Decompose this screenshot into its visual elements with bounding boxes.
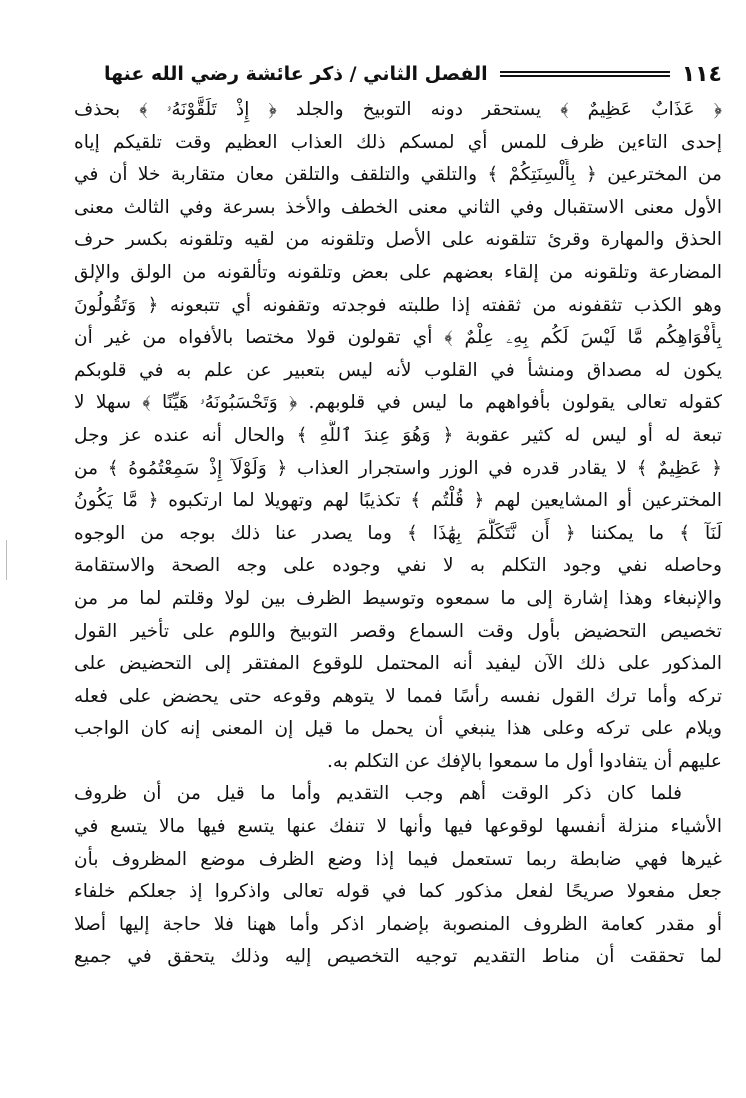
text-line: من المخترعين ﴿ بِأَلْسِنَتِكُمْ ﴾ والتلقي والتلقف والتلقن معان متقاربة خلا أن في — [74, 164, 722, 186]
running-head — [74, 56, 722, 92]
chapter-title: الفصل الثاني / ذكر عائشة رضي الله عنها — [103, 63, 488, 85]
text-line: لما تحققت أن مناط التقديم توجيه التخصيص إليه وذلك يتحقق في جميع — [74, 946, 722, 968]
text-line: تركه وأما ترك القول نفسه رأسًا فمما لا يتوهم وقوعه حتى يحضض على فعله — [74, 685, 722, 707]
text-line: المذكور على ذلك الآن ليفيد أنه المحتمل للوقوع المفتقر إلى التحضيض على — [74, 653, 722, 675]
text-line: جعل مفعولا صريحًا لفعل مذكور كما في قوله تعالى واذكروا إذ جعلكم خلفاء — [74, 881, 722, 903]
text-line: الأشياء منزلة أنفسها لوقوعها فيها وأنها لا تنفك عنها يتسع فيها مالا يتسع في — [74, 816, 722, 838]
text-line: غيرها فهي ضابطة ربما تستعمل فيما إذا وضع الظرف موضع المظروف بأن — [74, 848, 722, 870]
body-text — [74, 94, 722, 974]
text-line: عليهم أن يتفادوا أول ما سمعوا بالإفك عن التكلم به. — [327, 750, 722, 772]
text-line: ﴿ عَذَابٌ عَظِيمٌ ﴾ يستحقر دونه التوبيخ والجلد ﴿ إِذْ تَلَقَّوْنَهُۥ ﴾ بحذف — [74, 99, 722, 120]
text-line: وحاصله نفي وجود التكلم به لا نفي وجوده على وجه الصحة والاستقامة — [74, 555, 722, 577]
header-rule — [500, 71, 670, 77]
text-line: ويلام على تركه وعلى هذا ينبغي أن يحمل ما قيل إن المعنى إنه كان الواجب — [74, 718, 722, 740]
text-line: تخصيص التحضيض بأول وقت السماع وقصر التوبيخ واللوم على تأخير القول — [74, 620, 722, 642]
text-line: المضارعة وتلقونه من إلقاء بعضهم على بعض وتلقونه وتألقونه من الولق والإلق — [74, 261, 722, 283]
text-line: تبعة له أو ليس له كثير عقوبة ﴿ وَهُوَ عِندَ ٱللَّهِ ﴾ والحال أنه عنده عز وجل — [74, 424, 722, 446]
page-number: ١١٤ — [681, 61, 722, 87]
text-line: ﴿ عَظِيمٌ ﴾ لا يقادر قدره في الوزر واستجرار العذاب ﴿ وَلَوْلَآ إِذْ سَمِعْتُمُوهُ ﴾ من — [74, 457, 722, 479]
text-line: لَنَآ ﴾ ما يمكننا ﴿ أَن نَّتَكَلَّمَ بِهَٰذَا ﴾ وما يصدر عنا ذلك بوجه من الوجوه — [74, 522, 722, 544]
text-line: يكون له مصداق ومنشأ في القلوب لأنه ليس بتعبير عن علم به في قلوبكم — [74, 359, 722, 381]
text-line: فلما كان ذكر الوقت أهم وجب التقديم وأما ما قيل من أن ظروف — [74, 783, 682, 805]
text-line: إحدى التاءين ظرف للمس أي لمسكم ذلك العذاب العظيم وقت تلقيكم إياه — [74, 131, 722, 153]
text-line: أو مقدر كعامة الظروف المنصوبة بإضمار اذكر وأما ههنا فلا حاجة إليها أصلا — [74, 913, 722, 935]
text-line: الحذق والمهارة وقرئ تتلقونه على الأصل وتلقونه من لقيه وتلقونه بكسر حرف — [74, 229, 722, 251]
text-line: المخترعين أو المشايعين لهم ﴿ قُلْتُم ﴾ تكذيبًا لهم وتهويلا لما ارتكبوه ﴿ مَّا يَكُونُ — [74, 490, 722, 512]
text-line: كقوله تعالى يقولون بأفواههم ما ليس في قلوبهم. ﴿ وَتَحْسَبُونَهُۥ هَيِّنًا ﴾ سهلا لا — [74, 392, 722, 414]
margin-mark — [6, 540, 7, 580]
text-line: وهو الكذب تثقفونه من ثقفته إذا طلبته فوجدته وتقفونه أي تتبعونه ﴿ وَتَقُولُونَ — [74, 294, 722, 316]
text-line: الأول معنى الاستقبال وفي الثاني معنى الخطف والأخذ بسرعة وفي الثالث معنى — [74, 196, 722, 218]
text-line: والإنبغاء وهذا إشارة إلى ما سمعوه وتوسيط الظرف بين لولا وقلتم لما مر من — [74, 587, 722, 609]
text-line: بِأَفْوَاهِكُم مَّا لَيْسَ لَكُم بِهِۦ عِلْمٌ ﴾ أي تقولون قولا مختصا بالأفواه من غير أن — [74, 327, 722, 349]
